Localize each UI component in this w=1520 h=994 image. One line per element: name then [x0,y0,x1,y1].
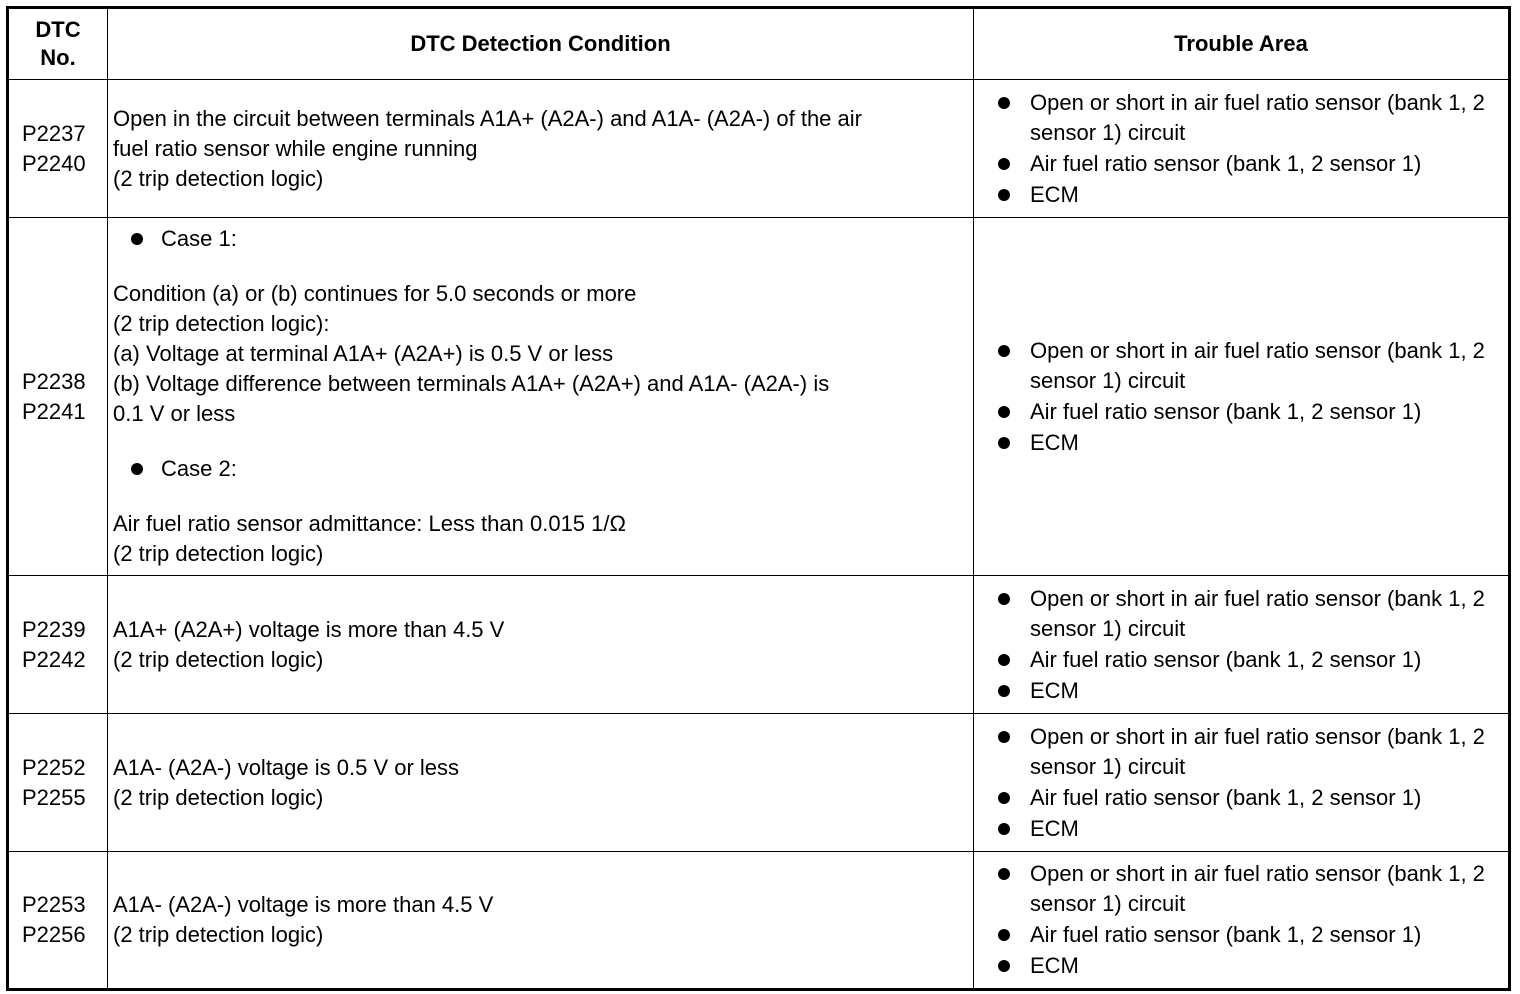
condition-line: (b) Voltage difference between terminals A1A+ (A2A+) and A1A- (A2A-) is [113,371,830,396]
dtc-code: P2237 [22,120,86,146]
bullet-icon [998,731,1010,743]
bullet-icon [998,654,1010,666]
condition-line: A1A- (A2A-) voltage is 0.5 V or less [113,754,460,780]
condition-line: Condition (a) or (b) continues for 5.0 seconds or more [113,281,637,306]
list-item: Open or short in air fuel ratio sensor (bank 1, 2 sensor 1) circuit [998,584,1504,644]
condition-line: (2 trip detection logic): [113,311,330,336]
detection-condition [108,80,974,218]
table-row [8,80,1510,218]
trouble-area [974,714,1510,852]
condition-line: Air fuel ratio sensor admittance: Less than 0.015 1/Ω [113,511,626,536]
list-item: ECM [998,428,1504,458]
trouble-area [974,576,1510,714]
bullet-icon [131,233,143,245]
dtc-codes [8,852,108,990]
case-1-heading: Case 1: [113,224,969,254]
dtc-code: P2256 [22,922,86,947]
condition-line: fuel ratio sensor while engine running [113,135,478,161]
header-trouble-area: Trouble Area [974,8,1510,80]
detection-condition [108,218,974,576]
condition-line: A1A- (A2A-) voltage is more than 4.5 V [113,892,494,917]
condition-line: A1A+ (A2A+) voltage is more than 4.5 V [113,616,505,642]
table-row [8,218,1510,576]
dtc-code: P2252 [22,754,86,780]
condition-line: (2 trip detection logic) [113,165,324,191]
dtc-codes [8,80,108,218]
list-item: Open or short in air fuel ratio sensor (bank 1, 2 sensor 1) circuit [998,722,1504,782]
header-row [8,8,1510,80]
dtc-code: P2238 [22,368,86,394]
bullet-icon [998,158,1010,170]
condition-line: (2 trip detection logic) [113,646,324,672]
list-item: Open or short in air fuel ratio sensor (bank 1, 2 sensor 1) circuit [998,859,1504,919]
condition-line: 0.1 V or less [113,401,236,426]
dtc-code: P2240 [22,150,86,176]
bullet-icon [998,189,1010,201]
list-item: Open or short in air fuel ratio sensor (bank 1, 2 sensor 1) circuit [998,88,1504,148]
bullet-icon [998,406,1010,418]
trouble-area [974,80,1510,218]
table-row [8,714,1510,852]
dtc-code: P2253 [22,892,86,917]
dtc-codes [8,576,108,714]
case-2-heading: Case 2: [113,454,969,484]
bullet-icon [998,97,1010,109]
list-item: ECM [998,814,1504,844]
list-item: ECM [998,951,1504,981]
list-item: Air fuel ratio sensor (bank 1, 2 sensor 1) [998,397,1504,427]
dtc-table [6,6,1511,991]
bullet-icon [998,868,1010,880]
dtc-code: P2239 [22,616,86,642]
condition-line: (2 trip detection logic) [113,922,324,947]
bullet-icon [998,792,1010,804]
bullet-icon [998,960,1010,972]
list-item: Air fuel ratio sensor (bank 1, 2 sensor 1) [998,920,1504,950]
trouble-area [974,218,1510,576]
dtc-code: P2242 [22,646,86,672]
header-detection-condition: DTC Detection Condition [108,8,974,80]
dtc-code: P2255 [22,784,86,810]
bullet-icon [998,685,1010,697]
bullet-icon [998,929,1010,941]
condition-line: (2 trip detection logic) [113,541,324,566]
dtc-codes [8,714,108,852]
detection-condition [108,714,974,852]
detection-condition [108,576,974,714]
list-item: Air fuel ratio sensor (bank 1, 2 sensor 1) [998,149,1504,179]
detection-condition [108,852,974,990]
list-item: ECM [998,676,1504,706]
condition-line: (2 trip detection logic) [113,784,324,810]
bullet-icon [131,463,143,475]
list-item: Open or short in air fuel ratio sensor (bank 1, 2 sensor 1) circuit [998,336,1504,396]
list-item: ECM [998,180,1504,210]
dtc-codes [8,218,108,576]
trouble-area [974,852,1510,990]
bullet-icon [998,823,1010,835]
condition-line: Open in the circuit between terminals A1A+ (A2A-) and A1A- (A2A-) of the air [113,105,862,131]
dtc-code: P2241 [22,398,86,424]
condition-line: (a) Voltage at terminal A1A+ (A2A+) is 0.5 V or less [113,341,614,366]
header-dtc-no: DTC No. [8,8,108,80]
table-row [8,576,1510,714]
bullet-icon [998,593,1010,605]
list-item: Air fuel ratio sensor (bank 1, 2 sensor 1) [998,645,1504,675]
list-item: Air fuel ratio sensor (bank 1, 2 sensor 1) [998,783,1504,813]
table-row [8,852,1510,990]
bullet-icon [998,345,1010,357]
bullet-icon [998,437,1010,449]
